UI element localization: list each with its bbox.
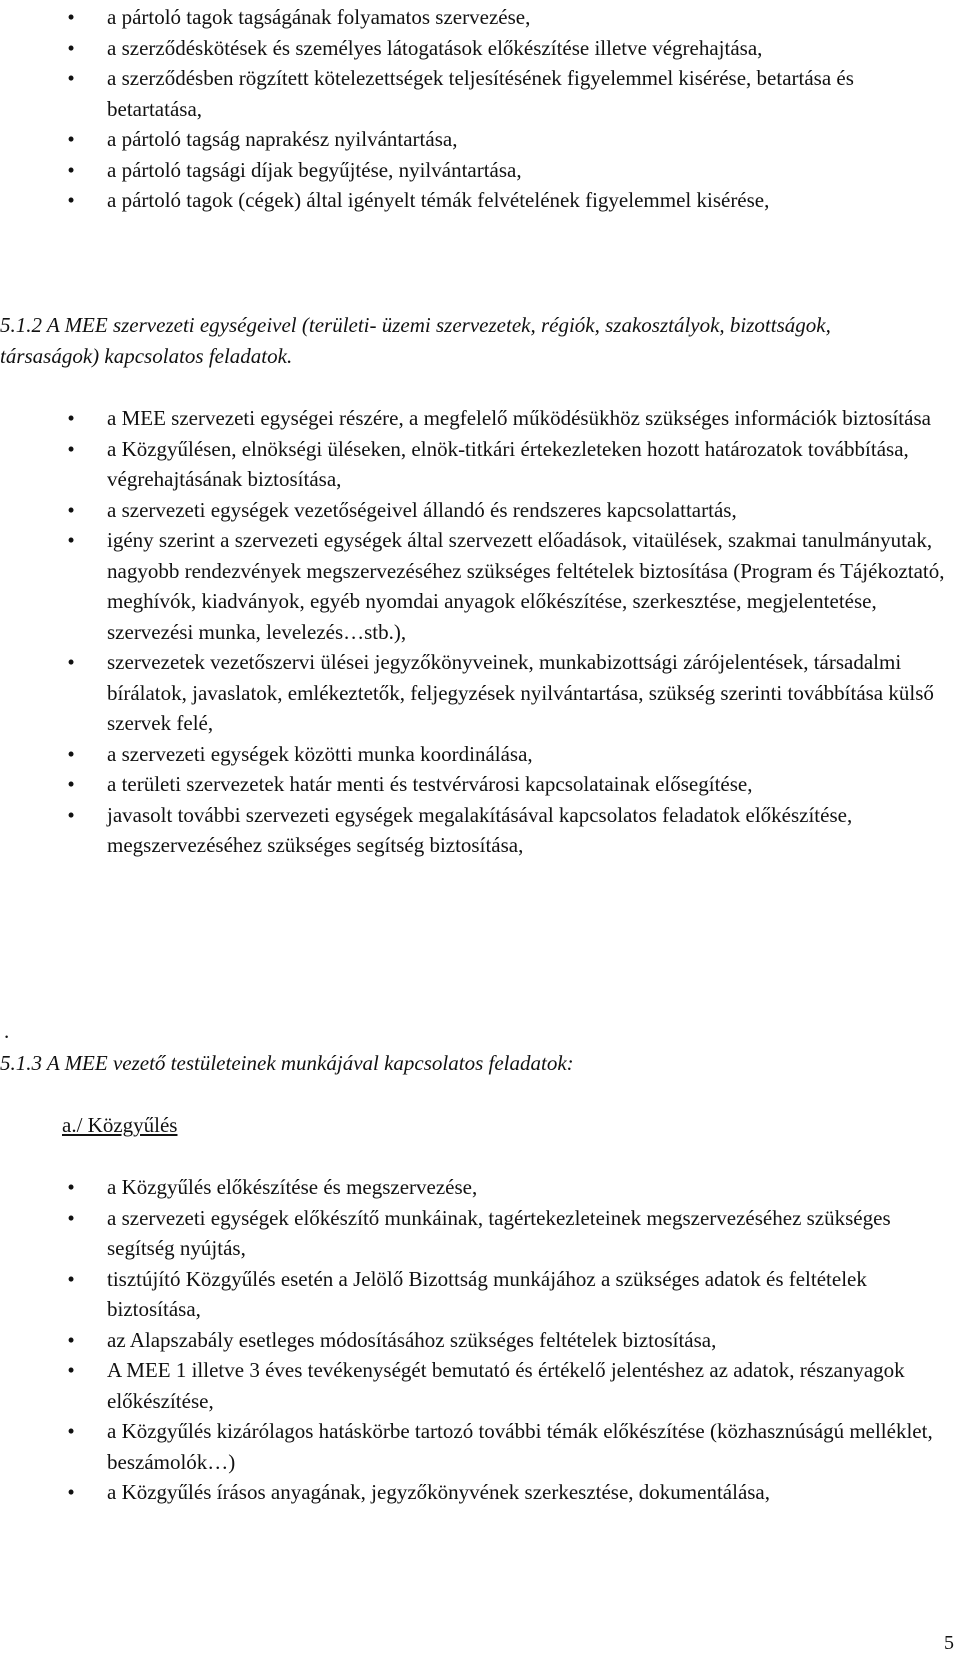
list-item-text: a szerződéskötések és személyes látogatások előkészítése illetve végrehajtása,: [107, 35, 763, 60]
list-item: [0, 495, 960, 526]
bullet-icon: •: [67, 650, 75, 674]
bullet-icon: •: [67, 1175, 75, 1199]
bullet-icon: •: [67, 1266, 75, 1291]
list-item-text: a szervezeti egységek vezetőségeivel állandó és rendszeres kapcsolattartás,: [107, 497, 737, 522]
list-item-text: a szervezeti egységek előkészítő munkáinak, tagértekezleteinek megszervezéséhez szükséges segítség nyújtás,: [107, 1205, 891, 1260]
list-item-text: a pártoló tagok tagságának folyamatos szervezése,: [107, 5, 531, 29]
list-item-text: javasolt további szervezeti egységek megalakításával kapcsolatos feladatok előkészítése, megszervezéséhez szükséges segítség biztosítása,: [107, 802, 853, 857]
list-item: [0, 1355, 960, 1416]
bullet-list-kozgyules: [0, 1172, 960, 1508]
list-item: [0, 1264, 960, 1325]
list-item: [0, 647, 960, 739]
bullet-icon: •: [67, 35, 75, 60]
list-item-text: szervezetek vezetőszervi ülései jegyzőkönyveinek, munkabizottsági zárójelentések, társadalmi bírálatok, javaslatok, emlékeztetők, feljegyzések nyilvántartása, szükség szerinti továbbítása külső szervek felé,: [107, 650, 934, 735]
bullet-icon: •: [67, 188, 75, 212]
list-item-text: a Közgyűlés írásos anyagának, jegyzőkönyvének szerkesztése, dokumentálása,: [107, 1480, 771, 1504]
bullet-icon: •: [67, 772, 75, 796]
bullet-icon: •: [67, 436, 75, 461]
bullet-icon: •: [67, 741, 75, 766]
list-item: [0, 1325, 960, 1356]
list-item-text: igény szerint a szervezeti egységek által szervezett előadások, vitaülések, szakmai tanulmányutak, nagyobb rendezvények megszervezéséhez szükséges feltételek biztosítása (Program és Tájékoztató, meghívók, kiadványok, egyéb nyomdai anyagok előkészítése, szerkesztése, megjelentetése, szervezési munka, levelezés…stb.),: [107, 528, 945, 644]
subheading-kozgyules: a./ Közgyűlés: [62, 1113, 178, 1137]
bullet-icon: •: [67, 1205, 75, 1230]
list-item: [0, 63, 960, 124]
list-item-text: a MEE szervezeti egységei részére, a megfelelő működésükhöz szükséges információk biztosítása: [107, 406, 931, 430]
list-item-text: tisztújító Közgyűlés esetén a Jelölő Bizottság munkájához a szükséges adatok és feltételek biztosítása,: [107, 1266, 867, 1321]
list-item-text: a pártoló tagok (cégek) által igényelt témák felvételének figyelemmel kisérése,: [107, 188, 770, 212]
list-item: [0, 155, 960, 186]
stray-period: .: [4, 1019, 10, 1043]
list-item-text: A MEE 1 illetve 3 éves tevékenységét bemutató és értékelő jelentéshez az adatok, részanyagok előkészítése,: [107, 1358, 905, 1413]
list-item: [0, 1172, 960, 1203]
list-item: [0, 434, 960, 495]
page-number: 5: [944, 1632, 954, 1654]
bullet-icon: •: [67, 5, 75, 29]
list-item: [0, 2, 960, 33]
bullet-icon: •: [67, 1419, 75, 1443]
section-heading-5-1-2: 5.1.2 A MEE szervezeti egységeivel (területi- üzemi szervezetek, régiók, szakosztályok, bizottságok, társaságok) kapcsolatos feladatok.: [0, 313, 831, 368]
list-item-text: az Alapszabály esetleges módosításához szükséges feltételek biztosítása,: [107, 1327, 717, 1352]
list-item: [0, 124, 960, 155]
list-item: [0, 1203, 960, 1264]
list-item-text: a szerződésben rögzített kötelezettségek teljesítésének figyelemmel kisérése, betartása és betartatása,: [107, 66, 854, 121]
list-item: [0, 769, 960, 800]
list-item-text: a Közgyűlésen, elnökségi üléseken, elnök-titkári értekezleteken hozott határozatok továbbítása, végrehajtásának biztosítása,: [107, 436, 909, 491]
bullet-icon: •: [67, 1480, 75, 1504]
list-item: [0, 403, 960, 434]
bullet-icon: •: [67, 1327, 75, 1352]
list-item-text: a Közgyűlés kizárólagos hatáskörbe tartozó további témák előkészítése (közhasznúságú melléklet, beszámolók…): [107, 1419, 933, 1474]
bullet-icon: •: [67, 528, 75, 552]
section-heading-5-1-3: 5.1.3 A MEE vezető testületeinek munkájával kapcsolatos feladatok:: [0, 1051, 574, 1075]
list-item: [0, 800, 960, 861]
list-item-text: a pártoló tagsági díjak begyűjtése, nyilvántartása,: [107, 157, 522, 182]
bullet-icon: •: [67, 157, 75, 182]
list-item: [0, 525, 960, 647]
list-item: [0, 1416, 960, 1477]
list-item: [0, 739, 960, 770]
bullet-icon: •: [67, 127, 75, 151]
bullet-list-szervezeti-egysegek: [0, 403, 960, 861]
bullet-icon: •: [67, 802, 75, 827]
bullet-icon: •: [67, 1358, 75, 1382]
list-item: [0, 1477, 960, 1508]
list-item: [0, 33, 960, 64]
list-item-text: a területi szervezetek határ menti és testvérvárosi kapcsolatainak elősegítése,: [107, 772, 753, 796]
list-item-text: a pártoló tagság naprakész nyilvántartása,: [107, 127, 458, 151]
bullet-list-partolo-tagok: [0, 2, 960, 216]
list-item-text: a Közgyűlés előkészítése és megszervezése,: [107, 1175, 478, 1199]
bullet-icon: •: [67, 66, 75, 90]
list-item: [0, 185, 960, 216]
list-item-text: a szervezeti egységek közötti munka koordinálása,: [107, 741, 533, 766]
bullet-icon: •: [67, 497, 75, 522]
bullet-icon: •: [67, 406, 75, 430]
